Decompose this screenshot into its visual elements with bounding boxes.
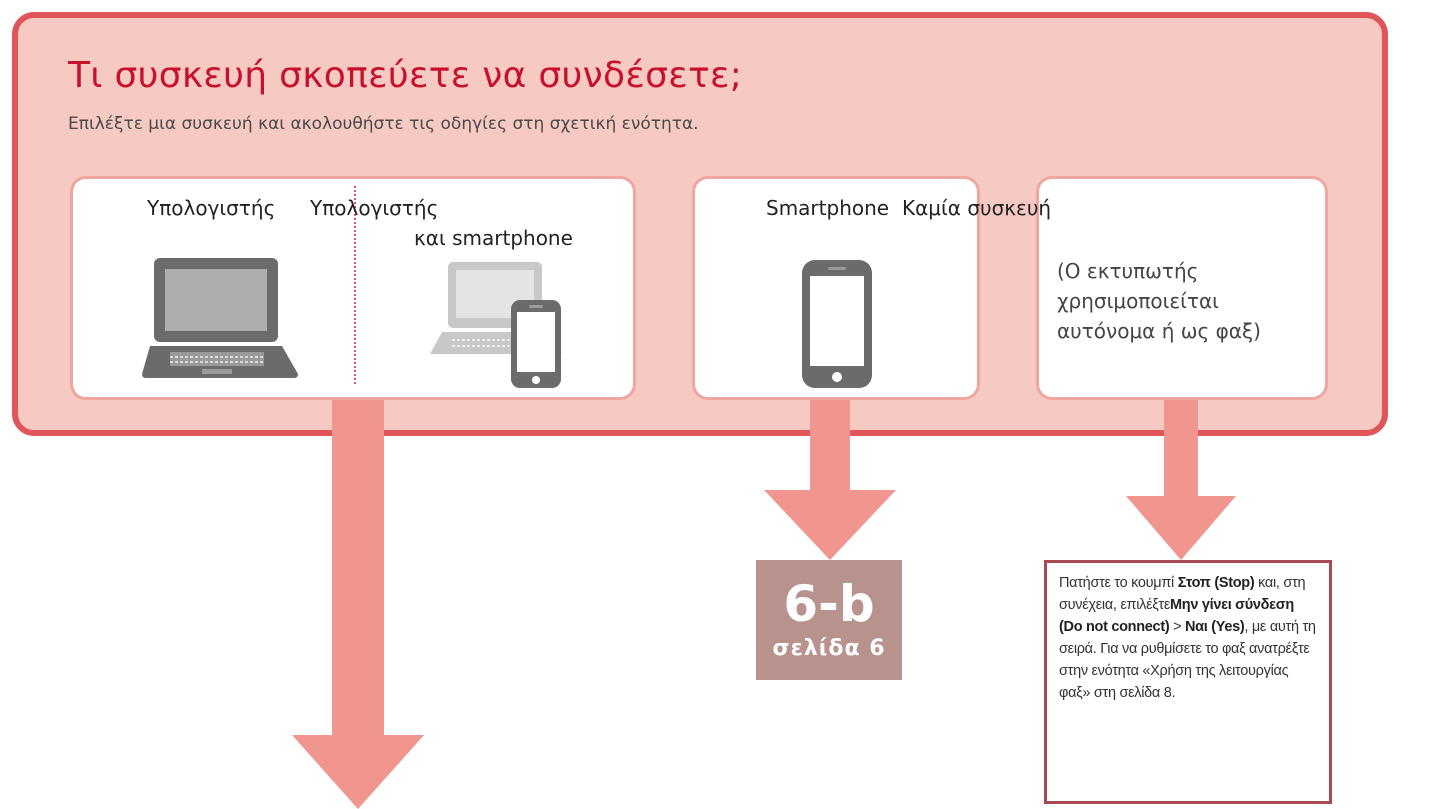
fax-text-2: και, στη συνέχεια, επιλέξτε — [1059, 575, 1306, 613]
page-title: Τι συσκευή σκοπεύετε να συνδέσετε; — [68, 55, 743, 96]
computer-smartphone-option-label-line1: Υπολογιστής — [310, 196, 439, 220]
stop-button-name: Στοπ (Stop) — [1177, 575, 1255, 591]
smartphone-page-reference[interactable] — [756, 560, 902, 680]
no-device-note: (Ο εκτυπωτής χρησιμοποιείται αυτόνομα ή ως φαξ) — [1057, 259, 1261, 343]
smartphone-icon — [800, 258, 874, 390]
no-device-option-label: Καμία συσκευή — [902, 196, 1052, 220]
section-page: σελίδα 6 — [772, 636, 886, 661]
fax-text-1: Πατήστε το κουμπί — [1059, 575, 1178, 591]
fax-text-4: , με αυτή τη σειρά. Για να ρυθμίσετε το φαξ ανατρέξτε στην ενότητα «Χρήση της λειτουργίας φαξ» στη σελίδα 8. — [1059, 619, 1316, 701]
laptop-icon — [140, 256, 300, 380]
computer-flow-arrow — [288, 400, 428, 809]
computer-smartphone-option-label-line2: και smartphone — [414, 226, 573, 250]
page-subtitle: Επιλέξτε μια συσκευή και ακολουθήστε τις οδηγίες στη σχετική ενότητα. — [68, 114, 699, 134]
yes-option: Ναι (Yes) — [1185, 619, 1245, 635]
smartphone-flow-arrow — [762, 400, 898, 560]
fax-text-3: > — [1169, 619, 1186, 635]
smartphone-option-label: Smartphone — [766, 196, 890, 220]
section-code: 6-b — [783, 575, 875, 633]
laptop-and-phone-icon — [430, 258, 570, 390]
computer-option-label: Υπολογιστής — [147, 196, 276, 220]
no-device-flow-arrow — [1124, 400, 1238, 560]
fax-instructions-box — [1044, 560, 1332, 804]
do-not-connect-option: Μην γίνει σύνδεση (Do not connect) — [1059, 597, 1294, 635]
